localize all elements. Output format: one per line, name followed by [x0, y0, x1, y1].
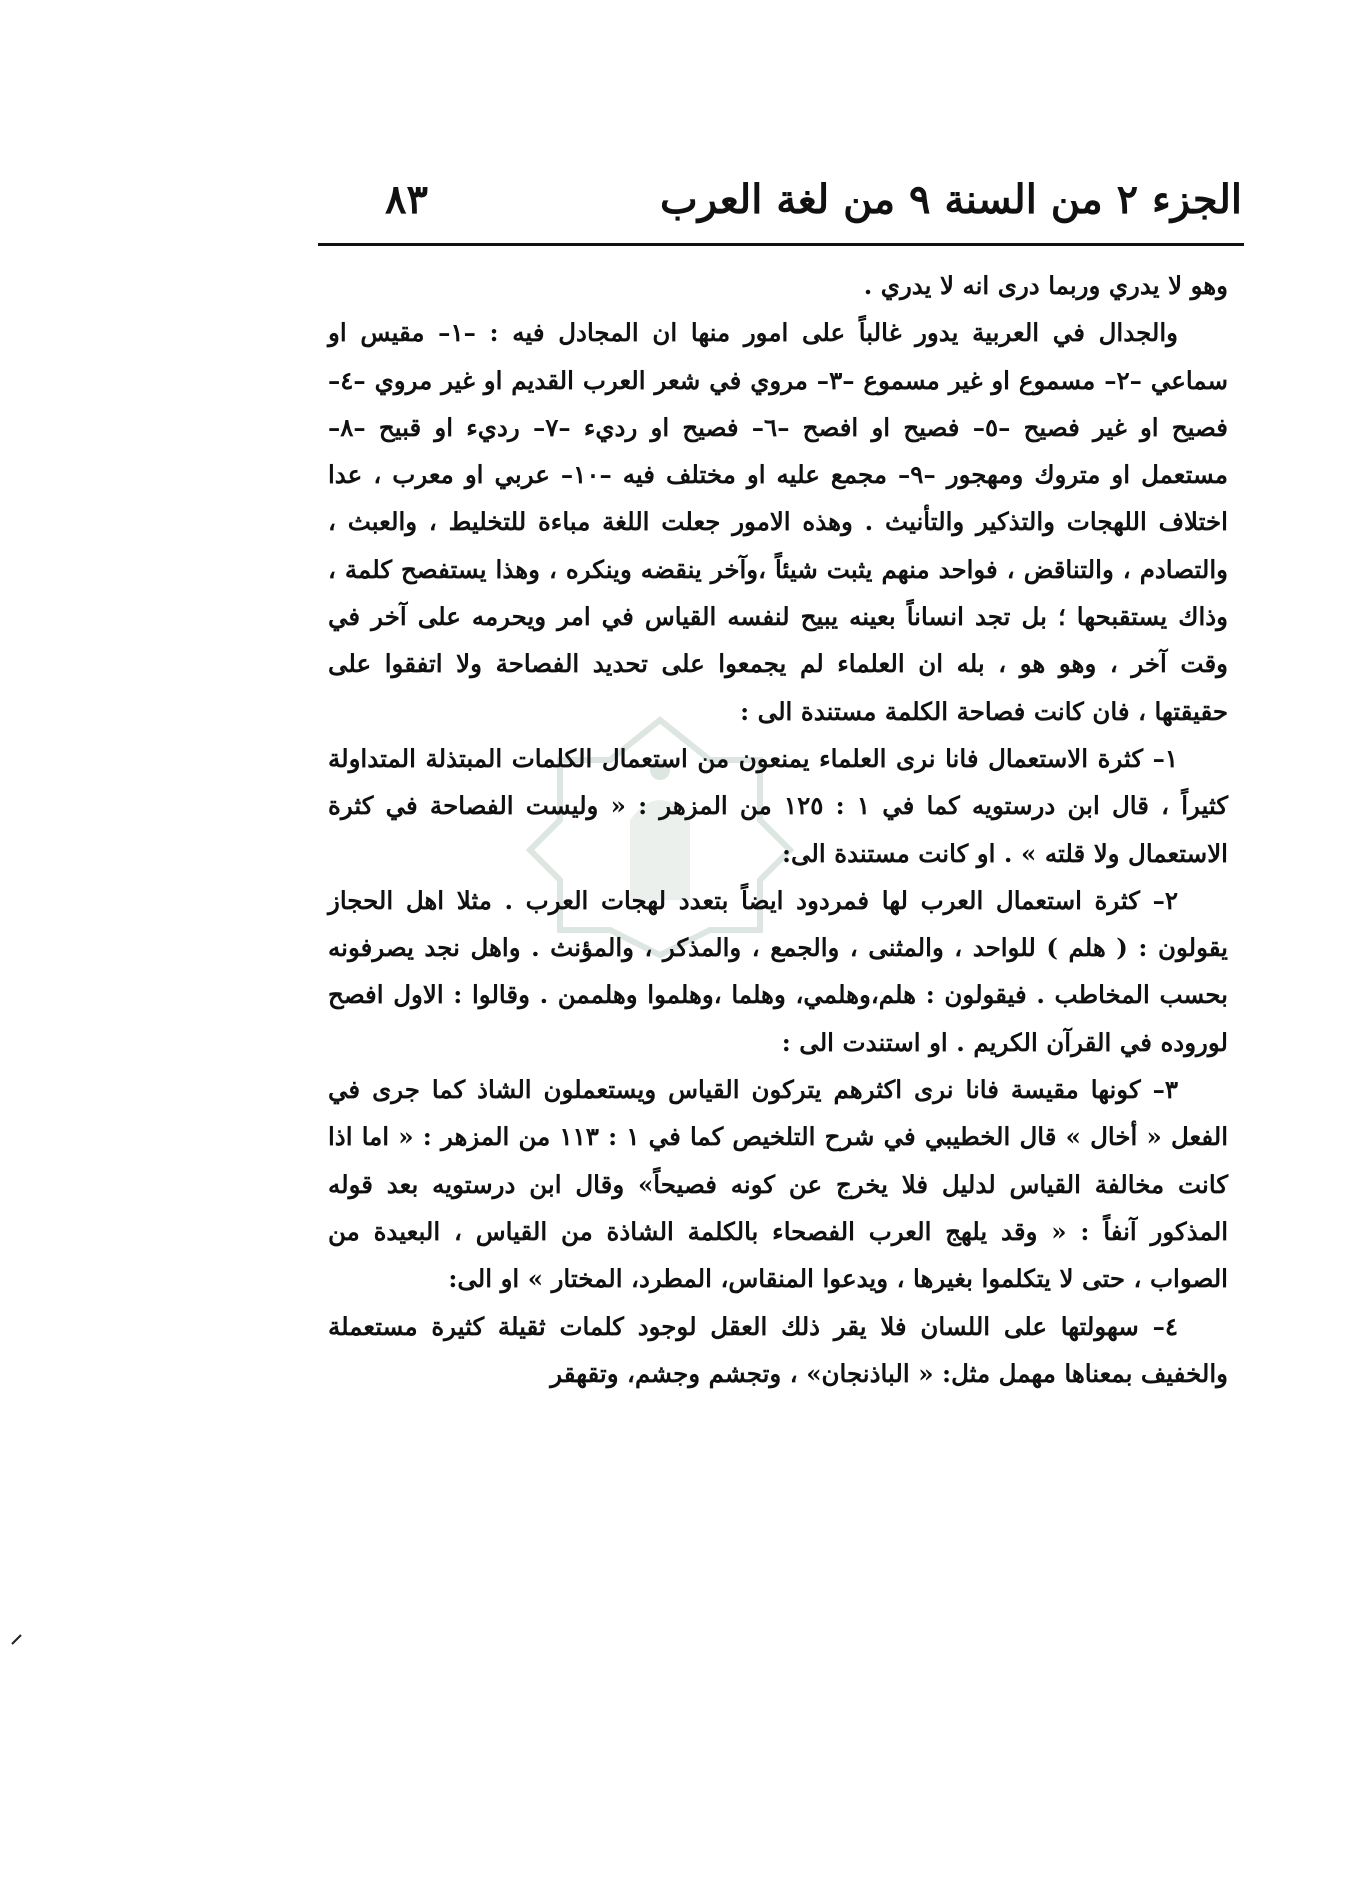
- margin-tick-mark-icon: [10, 1632, 24, 1646]
- paragraph-2: والجدال في العربية يدور غالباً على امور منها ان المجادل فيه : –١– مقيس او سماعي –٢– مسموع او غير مسموع –٣– مروي في شعر العرب القديم او غير مروي –٤– فصيح او غير فصيح –٥– فصيح او افصح –٦– فصيح او رديء –٧– رديء او قبيح –٨– مستعمل او متروك ومهجور –٩– مجمع عليه او مختلف فيه –١٠– عربي او معرب ، عدا اختلاف اللهجات والتذكير والتأنيث . وهذه الامور جعلت اللغة مباءة للتخليط ، والعبث ، والتصادم ، والتناقض ، فواحد منهم يثبت شيئاً ،وآخر ينقضه وينكره ، وهذا يستفصح كلمة ، وذاك يستقبحها ؛ بل تجد انساناً بعينه يبيح لنفسه القياس في امر ويحرمه على آخر في وقت آخر ، وهو هو ، بله ان العلماء لم يجمعوا على تحديد الفصاحة ولا اتفقوا على حقيقتها ، فان كانت فصاحة الكلمة مستندة الى :: [328, 318, 1228, 726]
- running-header: [320, 165, 1242, 235]
- header-title: الجزء ٢ من السنة ٩ من لغة العرب: [660, 176, 1242, 223]
- paragraph-3: ١– كثرة الاستعمال فانا نرى العلماء يمنعون من استعمال الكلمات المبتذلة المتداولة كثيراً ، قال ابن درستويه كما في ١ : ١٢٥ من المزهر : « وليست الفصاحة في كثرة الاستعمال ولا قلته » . او كانت مستندة الى:: [328, 743, 1229, 868]
- paragraph-5: ٣– كونها مقيسة فانا نرى اكثرهم يتركون القياس ويستعملون الشاذ كما جرى في الفعل « أخال » قال الخطيبي في شرح التلخيص كما في ١ : ١١٣ من المزهر : « اما اذا كانت مخالفة القياس لدليل فلا يخرج عن كونه فصيحاً» وقال ابن درستويه بعد قوله المذكور آنفاً : « وقد يلهج العرب الفصحاء بالكلمة الشاذة من القياس ، البعيدة من الصواب ، حتى لا يتكلموا بغيرها ، ويدعوا المنقاس، المطرد، المختار » او الى:: [328, 1075, 1229, 1294]
- body-text: [328, 262, 1228, 1397]
- page-number: ٨٣: [385, 176, 428, 223]
- paragraph-6: ٤– سهولتها على اللسان فلا يقر ذلك العقل لوجود كلمات ثقيلة كثيرة مستعملة والخفيف بمعناها مهمل مثل: « الباذنجان» ، وتجشم وجشم، وتقهقر: [328, 1311, 1228, 1388]
- paragraph-1: وهو لا يدري وربما درى انه لا يدري .: [863, 271, 1228, 300]
- header-rule: [318, 243, 1244, 246]
- paragraph-4: ٢– كثرة استعمال العرب لها فمردود ايضاً بتعدد لهجات العرب . مثلا اهل الحجاز يقولون : ( هلم ) للواحد ، والمثنى ، والجمع ، والمذكر ، والمؤنث . واهل نجد يصرفونه بحسب المخاطب . فيقولون : هلم،وهلمي، وهلما ،وهلموا وهلممن . وقالوا : الاول افصح لوروده في القرآن الكريم . او استندت الى :: [328, 885, 1228, 1057]
